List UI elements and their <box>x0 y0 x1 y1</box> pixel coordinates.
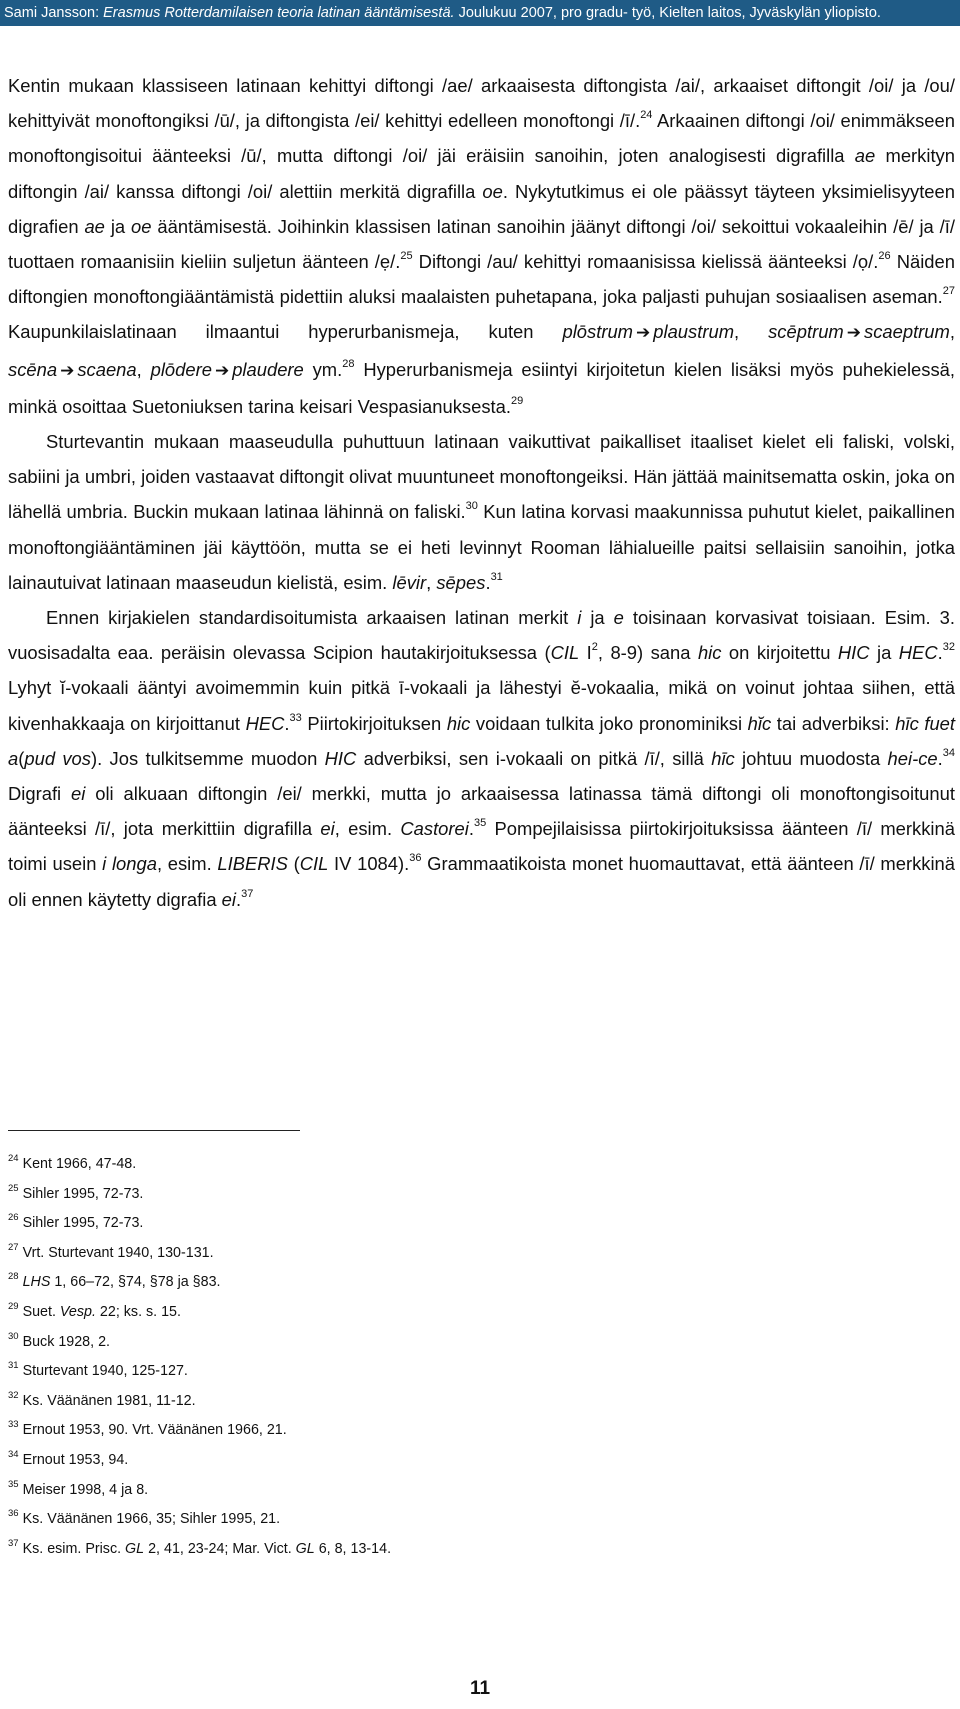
footnote-ref[interactable]: 33 <box>289 711 302 724</box>
header-details: Joulukuu 2007, pro gradu- työ, Kielten laitos, Jyväskylän yliopisto. <box>454 5 881 21</box>
footnote: $^{24}$ Kent 1966, 47-48. <box>8 1153 137 1172</box>
right-arrow-icon: ➔ <box>846 323 861 344</box>
running-header <box>0 0 960 26</box>
footnote-ref[interactable]: 26 <box>878 250 891 263</box>
footnote-ref[interactable]: 27 <box>942 285 955 298</box>
footnote-ref[interactable]: 30 <box>465 500 478 513</box>
body-text <box>8 68 955 917</box>
right-arrow-icon: ➔ <box>636 323 651 344</box>
footnote: $^{29}$ Suet. Vesp. 22; ks. s. 15. <box>8 1300 181 1320</box>
footnote: $^{37}$ Ks. esim. Prisc. GL 2, 41, 23-24; Mar. Vict. GL 6, 8, 13-14. <box>8 1537 392 1557</box>
footnote-separator <box>8 1130 300 1131</box>
footnote: $^{35}$ Meiser 1998, 4 ja 8. <box>8 1478 149 1498</box>
page-number: 11 <box>469 1678 491 1699</box>
footnote: $^{31}$ Sturtevant 1940, 125-127. <box>8 1360 188 1380</box>
footnote-ref[interactable]: 31 <box>490 570 503 583</box>
footnote: $^{34}$ Ernout 1953, 94. <box>8 1448 129 1468</box>
footnote-ref[interactable]: 32 <box>942 641 955 654</box>
footnote: $^{36}$ Ks. Väänänen 1966, 35; Sihler 1995, 21. <box>8 1508 281 1528</box>
footnote-ref[interactable]: 28 <box>342 357 355 370</box>
footnote: $^{28}$ LHS 1, 66–72, §74, §78 ja §83. <box>8 1271 221 1291</box>
footnote-ref[interactable]: 37 <box>241 887 254 900</box>
footnote-ref[interactable]: 25 <box>400 250 413 263</box>
footnotes <box>8 1150 908 1564</box>
footnote-ref[interactable]: 24 <box>640 109 653 122</box>
paragraph-3: Ennen kirjakielen standardisoitumista arkaaisen latinan merkit i ja e toisinaan korvasivat toisiaan. Esim. 3. vuosisadalta eaa. peräisin olevassa Scipion hautakirjoituksessa (CIL $I^2$, 8-9) sana hic on kirjoitettu HIC ja HEC.$^{32}$ Lyhyt ĭ-vokaali ääntyi avoimemmin kuin pitkä ī-vokaali ja lähestyi ĕ-vokaalia, mikä on voinut johtaa siihen, että kivenhakkaaja on kirjoittanut HEC.$^{33}$ Piirtokirjoituksen hic voidaan tulkita joko pronominiksi hĭc tai adverbiksi: hīc fuet a(pud vos). Jos tulkitsemme muodon HIC adverbiksi, sen i-vokaali on pitkä /ī/, sillä hīc johtuu muodosta hei-ce.$^{34}$ Digrafi ei oli alkuaan diftongin /ei/ merkki, mutta jo arkaaisessa latinassa tämä diftongi oli monoftongisoitunut äänteeksi /ī/, jota merkittiin digrafilla ei, esim. Castorei.$^{35}$ Pompejilaisissa piirtokirjoituksissa äänteen /ī/ merkkinä toimi usein i longa, esim. LIBERIS (CIL IV 1084).$^{36}$ Grammaatikoista monet huomauttavat, että äänteen /ī/ merkkinä oli ennen käytetty digrafia ei.$^{37}$ <box>8 607 956 910</box>
header-title: Erasmus Rotterdamilaisen teoria latinan ääntämisestä. <box>103 5 455 21</box>
footnote-ref[interactable]: 29 <box>510 394 524 407</box>
footnote: $^{25}$ Sihler 1995, 72-73. <box>8 1182 144 1202</box>
header-author: Sami Jansson: <box>4 5 104 21</box>
right-arrow-icon: ➔ <box>214 360 230 381</box>
paragraph-1: Kentin mukaan klassiseen latinaan kehittyi diftongi /ae/ arkaaisesta diftongista /ai/, arkaaiset diftongit /oi/ ja /ou/ kehittyivät monoftongiksi /ū/, ja diftongista /ei/ kehittyi edelleen monoftongi /ī/.$^{24}$ Arkaainen diftongi /oi/ enimmäkseen monoftongisoitui äänteeksi /ū/, mutta diftongi /oi/ jäi eräisiin sanoihin, joten analogisesti digrafilla ae merkityn diftongin /ai/ kanssa diftongi /oi/ alettiin merkitä digrafilla oe. Nykytutkimus ei ole päässyt täyteen yksimielisyyteen digrafien ae ja oe ääntämisestä. Joihinkin klassisen latinan sanoihin jäänyt diftongi /oi/ sekoittui vokaaleihin /ē/ ja /ī/ tuottaen romaanisiin kieliin suljetun äänteen /ẹ/.$^{25}$ Diftongi /au/ kehittyi romaanisissa kielissä äänteeksi /ọ/.$^{26}$ Näiden diftongien monoftongiääntämistä pidettiin aluksi maalaisten puhetapana, joka paljasti puhujan sosiaalisen aseman.$^{27}$ Kaupunkilaislatinaan ilmaantui hyperurbanismeja, kuten plōstrum ➔ plaustrum, scēptrum ➔ scaeptrum, scēna ➔ scaena, plōdere ➔ plaudere ym.$^{28}$ Hyperurbanismeja esiintyi kirjoitetun kielen lisäksi myös puhekielessä, minkä osoittaa Suetoniuksen tarina keisari Vespasianuksesta.$^{29}$ <box>8 75 956 417</box>
footnote: $^{27}$ Vrt. Sturtevant 1940, 130-131. <box>8 1241 214 1261</box>
right-arrow-icon: ➔ <box>60 360 75 381</box>
footnote: $^{33}$ Ernout 1953, 90. Vrt. Väänänen 1966, 21. <box>8 1419 287 1439</box>
footnote: $^{26}$ Sihler 1995, 72-73. <box>8 1212 144 1232</box>
footnote-ref[interactable]: 34 <box>942 746 956 759</box>
paragraph-2: Sturtevantin mukaan maaseudulla puhuttuun latinaan vaikuttivat paikalliset itaaliset kielet eli faliski, volski, sabiini ja umbri, joiden vastaavat diftongit olivat muuntuneet monoftongeiksi. Hän jättää mainitsematta oskin, joka on lähellä umbria. Buckin mukaan latinaa lähinnä on faliski.$^{30}$ Kun latina korvasi maakunnissa puhutut kielet, paikallinen monoftongiääntäminen jäi käyttöön, mutta se ei heti levinnyt Rooman lähialueille paitsi sellaisiin sanoihin, jotka lainautuivat latinaan maaseudun kielistä, esim. lēvir, sēpes.$^{31}$ <box>8 431 955 593</box>
footnote: $^{32}$ Ks. Väänänen 1981, 11-12. <box>8 1389 196 1409</box>
footnote: $^{30}$ Buck 1928, 2. <box>8 1330 110 1350</box>
footnote-ref[interactable]: 36 <box>409 852 422 865</box>
footnote-ref[interactable]: 35 <box>473 817 487 830</box>
